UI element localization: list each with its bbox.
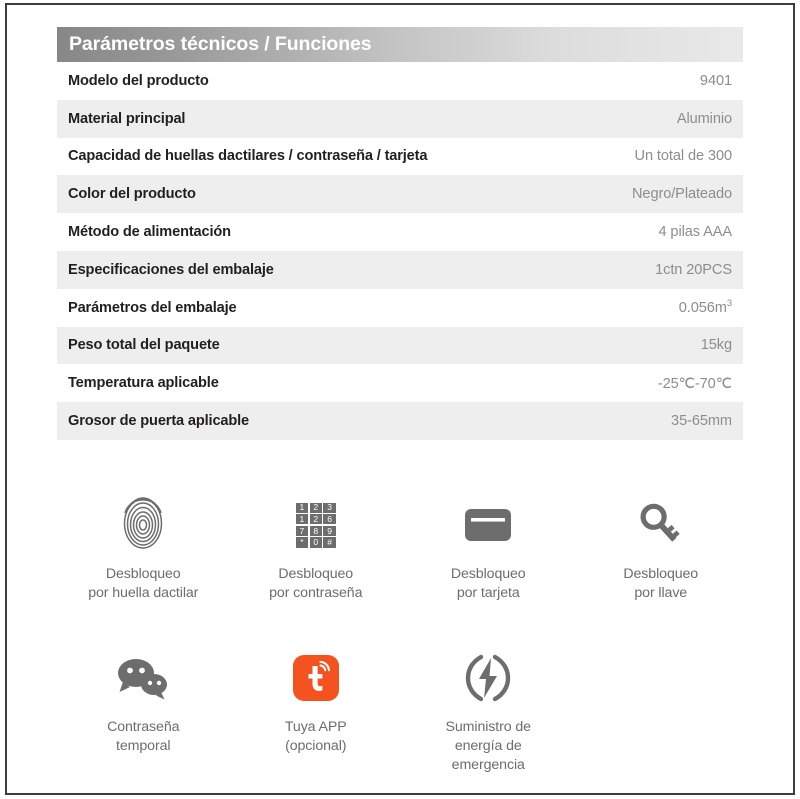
- features-row-1: [57, 495, 747, 603]
- keypad-key: 8: [310, 526, 322, 536]
- feature-item-tuya-app: [230, 648, 403, 775]
- keypad-key: #: [323, 537, 335, 547]
- spec-value: 9401: [699, 72, 732, 89]
- spec-label: Modelo del producto: [68, 72, 209, 89]
- spec-value: [678, 297, 732, 316]
- table-row: [57, 402, 743, 440]
- keypad-grid: [296, 503, 336, 548]
- feature-label-line2: (opcional): [285, 737, 347, 754]
- feature-item-key-unlock: [575, 495, 748, 603]
- keypad-key: 1: [296, 514, 308, 524]
- keypad-key: 6: [323, 514, 335, 524]
- spec-label: Material principal: [68, 110, 186, 127]
- keypad-key: 2: [310, 503, 322, 513]
- key-icon: [638, 495, 684, 555]
- keypad-icon: [296, 495, 336, 555]
- emergency-power-icon: [462, 648, 514, 708]
- spec-value: Aluminio: [676, 110, 732, 127]
- feature-label-line1: Contraseña: [107, 718, 180, 735]
- feature-label-line2: por contraseña: [269, 584, 363, 601]
- fingerprint-icon: [121, 495, 165, 555]
- spec-label: Parámetros del embalaje: [68, 299, 237, 316]
- chat-bubbles-icon: [115, 648, 171, 708]
- spec-value: Un total de 300: [634, 148, 732, 165]
- feature-label-line1: Suministro de: [445, 718, 531, 735]
- spec-label: Método de alimentación: [68, 224, 231, 241]
- spec-label: Especificaciones del embalaje: [68, 261, 274, 278]
- feature-item-emergency-power: [402, 648, 575, 775]
- table-row: [57, 100, 743, 138]
- feature-item-fingerprint-unlock: [57, 495, 230, 603]
- spec-label: Capacidad de huellas dactilares / contraseña / tarjeta: [68, 148, 428, 165]
- features-row-spacer: [57, 603, 747, 648]
- keypad-key: 1: [296, 503, 308, 513]
- feature-label: [285, 718, 347, 756]
- feature-label-line1: Desbloqueo: [278, 566, 354, 582]
- tuya-logo-icon: [293, 648, 339, 708]
- feature-label-line2: temporal: [116, 737, 171, 754]
- table-row: [57, 251, 743, 289]
- table-row: [57, 213, 743, 251]
- feature-label: [623, 565, 698, 603]
- feature-item-empty: [575, 648, 748, 775]
- feature-label: [451, 565, 526, 603]
- spec-value: 15kg: [700, 337, 732, 354]
- feature-label-line1: Tuya APP: [284, 718, 347, 735]
- page-title: Parámetros técnicos / Funciones: [69, 33, 372, 55]
- feature-item-password-unlock: [230, 495, 403, 603]
- table-header: [57, 27, 743, 62]
- feature-label-line2: por llave: [634, 584, 688, 601]
- spec-label: Color del producto: [68, 186, 196, 203]
- keypad-key: 7: [296, 526, 308, 536]
- spec-label: Grosor de puerta aplicable: [68, 413, 250, 430]
- feature-label: [88, 565, 198, 603]
- feature-label-line1: Desbloqueo: [623, 566, 699, 582]
- feature-label: [269, 565, 362, 603]
- keypad-key: *: [296, 537, 308, 547]
- card-icon: [464, 495, 512, 555]
- keypad-key: 0: [310, 537, 322, 547]
- table-row: [57, 364, 743, 402]
- tuya-logo-tile: [293, 655, 339, 701]
- feature-item-temporary-password: [57, 648, 230, 775]
- spec-value-text: 0.056m: [678, 299, 727, 316]
- feature-label: [107, 718, 179, 756]
- keypad-key: 9: [323, 526, 335, 536]
- technical-parameters-table: [57, 27, 743, 440]
- feature-label-line2: por tarjeta: [456, 584, 520, 601]
- spec-value: 35-65mm: [671, 413, 732, 430]
- spec-value: 4 pilas AAA: [658, 224, 732, 241]
- table-row: [57, 138, 743, 176]
- feature-label-line1: Desbloqueo: [105, 566, 181, 582]
- table-row: [57, 175, 743, 213]
- table-row: [57, 289, 743, 327]
- spec-value: 1ctn 20PCS: [655, 261, 732, 278]
- feature-label-line3: emergencia: [451, 756, 525, 773]
- spec-value: -25℃-70℃: [657, 375, 732, 392]
- table-row: [57, 327, 743, 365]
- spec-value-superscript: 3: [726, 297, 732, 309]
- spec-label: Peso total del paquete: [68, 337, 220, 354]
- keypad-key: 2: [310, 514, 322, 524]
- feature-item-card-unlock: [402, 495, 575, 603]
- feature-label: [446, 718, 531, 775]
- keypad-key: 3: [323, 503, 335, 513]
- features-row-2: [57, 648, 747, 775]
- feature-label-line1: Desbloqueo: [450, 566, 526, 582]
- spec-value: Negro/Plateado: [631, 186, 732, 203]
- table-row: [57, 62, 743, 100]
- features-section: [57, 495, 747, 774]
- spec-label: Temperatura aplicable: [68, 375, 219, 392]
- feature-label-line2: por huella dactilar: [88, 584, 199, 601]
- feature-label-line2: energía de: [454, 737, 522, 754]
